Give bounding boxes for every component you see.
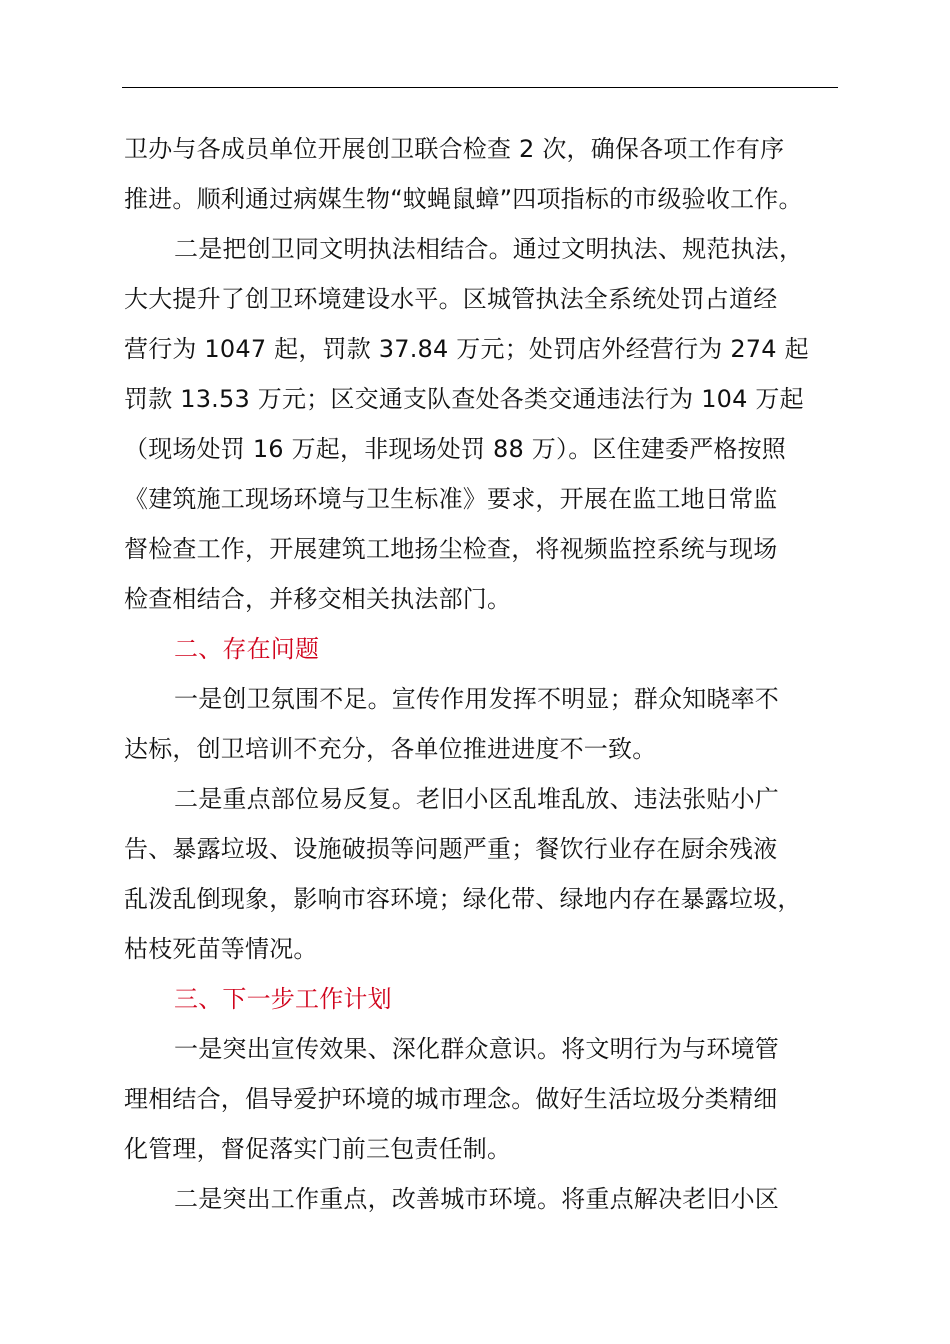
- paragraph-start-line: 一是创卫氛围不足。宣传作用发挥不明显；群众知晓率不: [174, 685, 779, 713]
- body-line: 告、暴露垃圾、设施破损等问题严重；餐饮行业存在厨余残液: [124, 835, 778, 863]
- paragraph-start-line: 一是突出宣传效果、深化群众意识。将文明行为与环境管: [174, 1035, 779, 1063]
- body-line: 达标，创卫培训不充分，各单位推进进度不一致。: [124, 735, 657, 763]
- header-rule: [122, 87, 838, 88]
- body-line: 理相结合，倡导爱护环境的城市理念。做好生活垃圾分类精细: [124, 1085, 778, 1113]
- body-line: 推进。顺利通过病媒生物“蚊蝇鼠蟑”四项指标的市级验收工作。: [124, 185, 803, 213]
- body-line: 化管理，督促落实门前三包责任制。: [124, 1135, 512, 1163]
- body-line: 乱泼乱倒现象，影响市容环境；绿化带、绿地内存在暴露垃圾，: [124, 885, 802, 913]
- body-line: 罚款 13.53 万元；区交通支队查处各类交通违法行为 104 万起: [124, 385, 804, 413]
- body-line: （现场处罚 16 万起，非现场处罚 88 万）。区住建委严格按照: [124, 435, 786, 463]
- body-line: 枯枝死苗等情况。: [124, 935, 318, 963]
- section-heading-next-steps: 三、下一步工作计划: [174, 985, 392, 1013]
- body-line: 检查相结合，并移交相关执法部门。: [124, 585, 512, 613]
- paragraph-start-line: 二是突出工作重点，改善城市环境。将重点解决老旧小区: [174, 1185, 779, 1213]
- body-line: 大大提升了创卫环境建设水平。区城管执法全系统处罚占道经: [124, 285, 778, 313]
- body-line: 营行为 1047 起，罚款 37.84 万元；处罚店外经营行为 274 起: [124, 335, 809, 363]
- section-heading-problems: 二、存在问题: [174, 635, 320, 663]
- paragraph-start-line: 二是把创卫同文明执法相结合。通过文明执法、规范执法，: [174, 235, 804, 263]
- paragraph-start-line: 二是重点部位易反复。老旧小区乱堆乱放、违法张贴小广: [174, 785, 779, 813]
- body-line: 督检查工作，开展建筑工地扬尘检查，将视频监控系统与现场: [124, 535, 778, 563]
- body-line: 卫办与各成员单位开展创卫联合检查 2 次，确保各项工作有序: [124, 135, 785, 163]
- body-line: 《建筑施工现场环境与卫生标准》要求，开展在监工地日常监: [124, 485, 778, 513]
